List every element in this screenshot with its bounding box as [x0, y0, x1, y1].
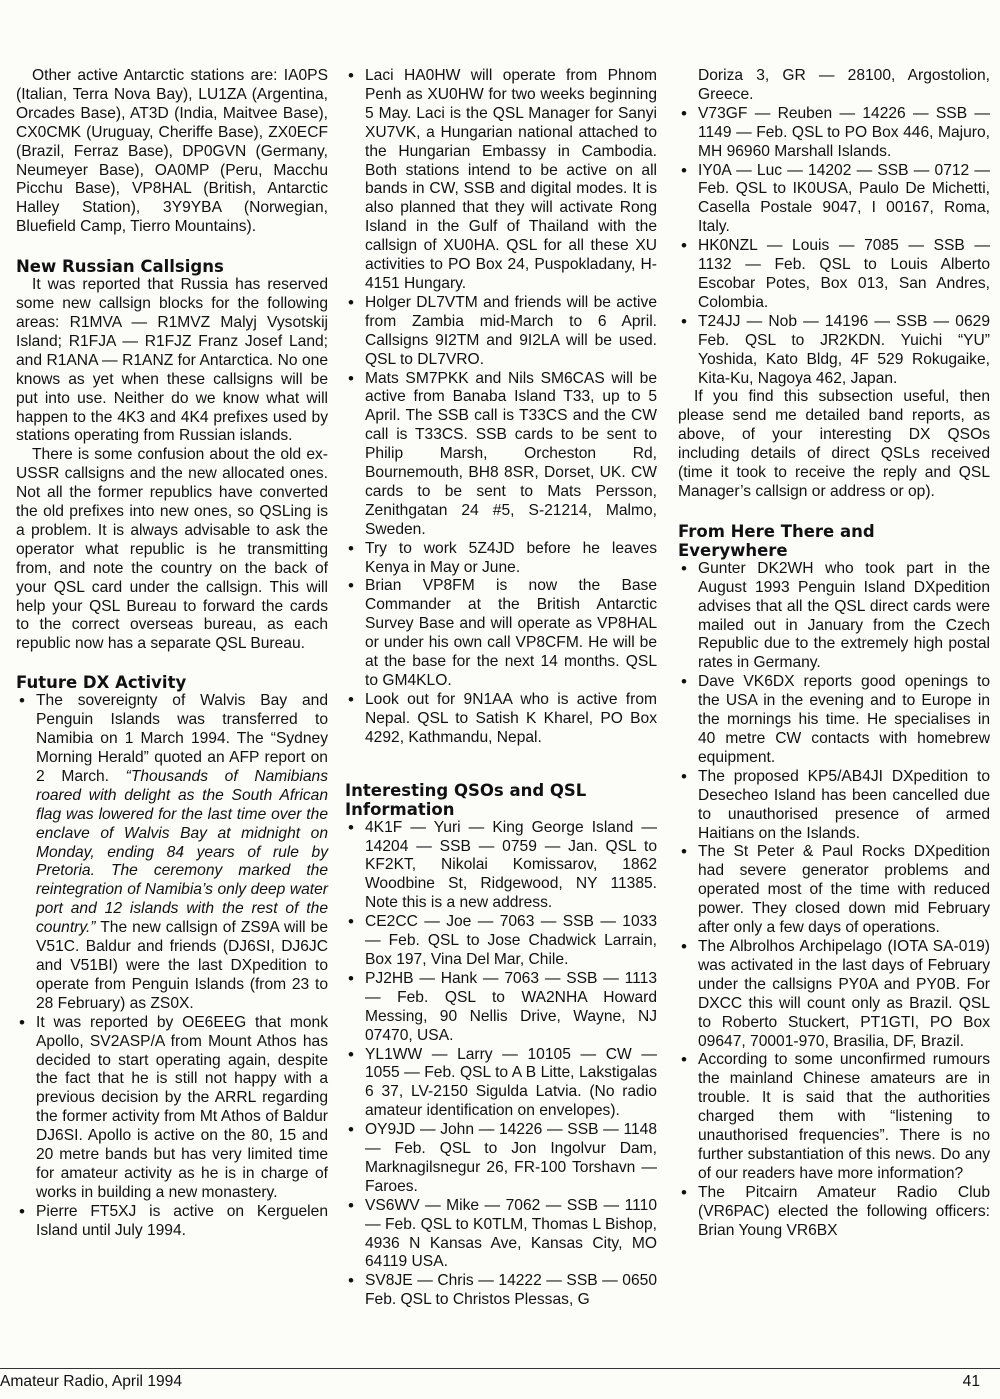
- list-item: • IY0A — Luc — 14202 — SSB — 0712 — Feb. QSL to IK0USA, Paulo De Michetti, Casella Postale 9047, I 00167, Roma, Italy.: [678, 162, 990, 238]
- list-item: • Look out for 9N1AA who is active from Nepal. QSL to Satish K Kharel, PO Box 4292, Kathmandu, Nepal.: [345, 691, 657, 748]
- column-left: [16, 67, 328, 1241]
- section-heading-here-there-everywhere: From Here There and Everywhere: [678, 521, 875, 560]
- list-item: • The proposed KP5/AB4JI DXpedition to Desecheo Island has been cancelled due to unauthorised presence of armed Haitians on the Islands.: [678, 768, 990, 844]
- page-number: 41: [962, 1373, 980, 1390]
- list-item: • Holger DL7VTM and friends will be active from Zambia mid-March to 6 April. Callsigns 9I2TM and 9I2LA will be used. QSL to DL7VRO.: [345, 294, 657, 370]
- future-dx-list-continued: [345, 67, 657, 748]
- qso-continuation: Doriza 3, GR — 28100, Argostolion, Greece.: [698, 67, 990, 103]
- section-heading-interesting-qsos: Interesting QSOs and QSL Information: [345, 780, 587, 819]
- walvis-text-a: The sovereignty of Walvis Bay and Penguin Islands was transferred to Namibia on 1 March 1994. The “Sydney Morning Herald” quoted an AFP report on 2 March.: [36, 692, 328, 785]
- list-item: • Dave VK6DX reports good openings to the USA in the evening and to Europe in the mornings his time. He specialises in 40 metre CW contacts with homebrew equipment.: [678, 673, 990, 768]
- list-item: • Mats SM7PKK and Nils SM6CAS will be active from Banaba Island T33, up to 5 April. The SSB call is T33CS and the CW call is T33CS. SSB cards to be sent to Philip Marsh, Orcheston Rd, Bournemouth, BH8 8SR, Dorset, UK. CW cards to be sent to Mats Persson, Zenithgatan 24 #5, S-21214, Malmo, Sweden.: [345, 370, 657, 540]
- section-heading-russian-callsigns: New Russian Callsigns: [16, 257, 224, 277]
- band-reports-request: If you find this subsection useful, then please send me detailed band reports, as above, of your interesting DX QSOs including details of direct QSLs received (time it took to receive the reply and QSL Manager’s callsign or address or op).: [678, 388, 990, 500]
- footer-rule: [0, 1368, 1000, 1369]
- footer-publication: Amateur Radio, April 1994: [0, 1373, 183, 1390]
- column-middle: [345, 67, 657, 1310]
- russian-callsigns-paragraph-1: It was reported that Russia has reserved some new callsign blocks for the following areas: R1MVA — R1MVZ Malyj Vysotskij Island; R1FJA — R1FJZ Franz Josef Land; and R1ANA — R1ANZ for Antarctica. No one knows as yet when these callsigns will be put into use. Neither do we know what will happen to the 4K3 and 4K4 prefixes used by stations operating from Russian islands.: [16, 276, 328, 445]
- list-item: • YL1WW — Larry — 10105 — CW — 1055 — Feb. QSL to A B Litte, Lakstigalas 6 37, LV-2150 Sigulda Latvia. (No radio amateur identification on envelopes).: [345, 1046, 657, 1122]
- list-item: • Brian VP8FM is now the Base Commander at the British Antarctic Survey Base and will operate as VP8HAL or under his own call VP8CFM. He will be at the base for the next 14 months. QSL to GM4KLO.: [345, 577, 657, 690]
- list-item: • Gunter DK2WH who took part in the August 1993 Penguin Island DXpedition advises that all the QSL direct cards were mailed out in January from the Czech Republic due to the extremely high postal rates in Germany.: [678, 560, 990, 673]
- qso-list: [345, 819, 657, 1311]
- section-heading-future-dx: Future DX Activity: [16, 673, 187, 693]
- list-item: • It was reported by OE6EEG that monk Apollo, SV2ASP/A from Mount Athos has decided to start operating again, despite the fact that he is still not happy with a previous decision by the ARRL regarding the former activity from Mt Athos of Baldur DJ6SI. Apollo is active on the 80, 15 and 20 metre bands but has very limited time for amateur activity as he is in charge of works in building a new monastery.: [16, 1014, 328, 1203]
- list-item: • SV8JE — Chris — 14222 — SSB — 0650 Feb. QSL to Christos Plessas, G: [345, 1272, 657, 1310]
- antarctic-stations-paragraph: Other active Antarctic stations are: IA0PS (Italian, Terra Nova Bay), LU1ZA (Argentina, Orcades Base), AT3D (India, Maitvee Base), CX0CMK (Uruguay, Cheriffe Base), ZX0ECF (Brazil, Ferraz Base), DP0GVN (Germany, Neumeyer Base), OA0MP (Peru, Macchu Picchu Base), VP8HAL (British, Antarctic Halley Station), 3Y9YBA (Norwegian, Bluefield Camp, Tierro Mountains).: [16, 67, 328, 236]
- list-item: • The St Peter & Paul Rocks DXpedition had severe generator problems and operated most of the time with reduced power. They closed down mid February after only a few days of operations.: [678, 843, 990, 938]
- list-item: [16, 692, 328, 1013]
- list-item: • Try to work 5Z4JD before he leaves Kenya in May or June.: [345, 540, 657, 578]
- list-item: • CE2CC — Joe — 7063 — SSB — 1033 — Feb. QSL to Jose Chadwick Larrain, Box 197, Vina Del Mar, Chile.: [345, 913, 657, 970]
- here-there-list: [678, 560, 990, 1241]
- qso-list-continued: [678, 105, 990, 389]
- list-item: • OY9JD — John — 14226 — SSB — 1148 — Feb. QSL to Jon Ingolvur Dam, Marknagilsnegur 26, FR-100 Torshavn — Faroes.: [345, 1121, 657, 1197]
- list-item: • Laci HA0HW will operate from Phnom Penh as XU0HW for two weeks beginning 5 May. Laci is the QSL Manager for Sanyi XU7VK, a Hungarian national attached to the Hungarian Embassy in Cambodia. Both stations intend to be active on all bands in CW, SSB and digital modes. It is also planned that they will activate Rong Island in the Gulf of Thailand with the callsign of XU0HA. QSL for all these XU activities to PO Box 24, Puspokladany, H-4151 Hungary.: [345, 67, 657, 294]
- list-item: • V73GF — Reuben — 14226 — SSB — 1149 — Feb. QSL to PO Box 446, Majuro, MH 96960 Marshall Islands.: [678, 105, 990, 162]
- walvis-quote: “Thousands of Namibians roared with delight as the South African flag was lowered for the last time over the enclave of Walvis Bay at midnight on Monday, ending 84 years of rule by Pretoria. The ceremony marked the reintegration of Namibia’s only deep water port and 12 islands with the rest of the country.”: [36, 767, 328, 937]
- list-item: • PJ2HB — Hank — 7063 — SSB — 1113 — Feb. QSL to WA2NHA Howard Messing, 90 Nellis Drive, Wayne, NJ 07470, USA.: [345, 970, 657, 1046]
- list-item: • The Albrolhos Archipelago (IOTA SA-019) was activated in the last days of February under the callsigns PY0A and PY0B. For DXCC this will count only as Brazil. QSL to Roberto Stuckert, PT1GTI, PO Box 09647, 70001-970, Brasilia, DF, Brazil.: [678, 938, 990, 1051]
- list-item: • 4K1F — Yuri — King George Island — 14204 — SSB — 0759 — Jan. QSL to KF2KT, Nikolai Komissarov, 1862 Woodbine St, Ridgewood, NY 11385. Note this is a new address.: [345, 819, 657, 914]
- future-dx-list: [16, 692, 328, 1240]
- list-item: • According to some unconfirmed rumours the mainland Chinese amateurs are in trouble. It is said that the authorities charged them with “listening to unauthorised frequencies”. There is no further substantiation of this news. Do any of our readers have more information?: [678, 1051, 990, 1183]
- column-right: [678, 67, 990, 1240]
- walvis-text-b: The new callsign of ZS9A will be V51C. Baldur and friends (DJ6SI, DJ6JC and V51BI) were the last DXpedition to operate from Penguin Islands (from 23 to 28 February) as ZS0X.: [36, 919, 328, 1012]
- list-item: • Pierre FT5XJ is active on Kerguelen Island until July 1994.: [16, 1203, 328, 1241]
- list-item: • HK0NZL — Louis — 7085 — SSB — 1132 — Feb. QSL to Louis Alberto Escobar Potes, Box 013, San Andres, Colombia.: [678, 237, 990, 313]
- list-item: • VS6WV — Mike — 7062 — SSB — 1110 — Feb. QSL to K0TLM, Thomas L Bishop, 4936 N Kansas Ave, Kansas City, MO 64119 USA.: [345, 1197, 657, 1273]
- russian-callsigns-paragraph-2: There is some confusion about the old ex-USSR callsigns and the new allocated ones. Not all the former republics have converted the old prefixes into new ones, so QSLing is a problem. It is always advisable to ask the operator what republic is he transmitting from, and note the country on the back of your QSL card under the callsign. This will help your QSL Bureau to forward the cards to the correct overseas bureau, as each republic now has a separate QSL Bureau.: [16, 446, 328, 653]
- list-item: • T24JJ — Nob — 14196 — SSB — 0629 Feb. QSL to JR2KDN. Yuichi “YU” Yoshida, Kato Bldg, 4F 529 Rokugaike, Kita-Ku, Nagoya 462, Japan.: [678, 313, 990, 389]
- list-item: • The Pitcairn Amateur Radio Club (VR6PAC) elected the following officers: Brian Young VR6BX: [678, 1184, 990, 1241]
